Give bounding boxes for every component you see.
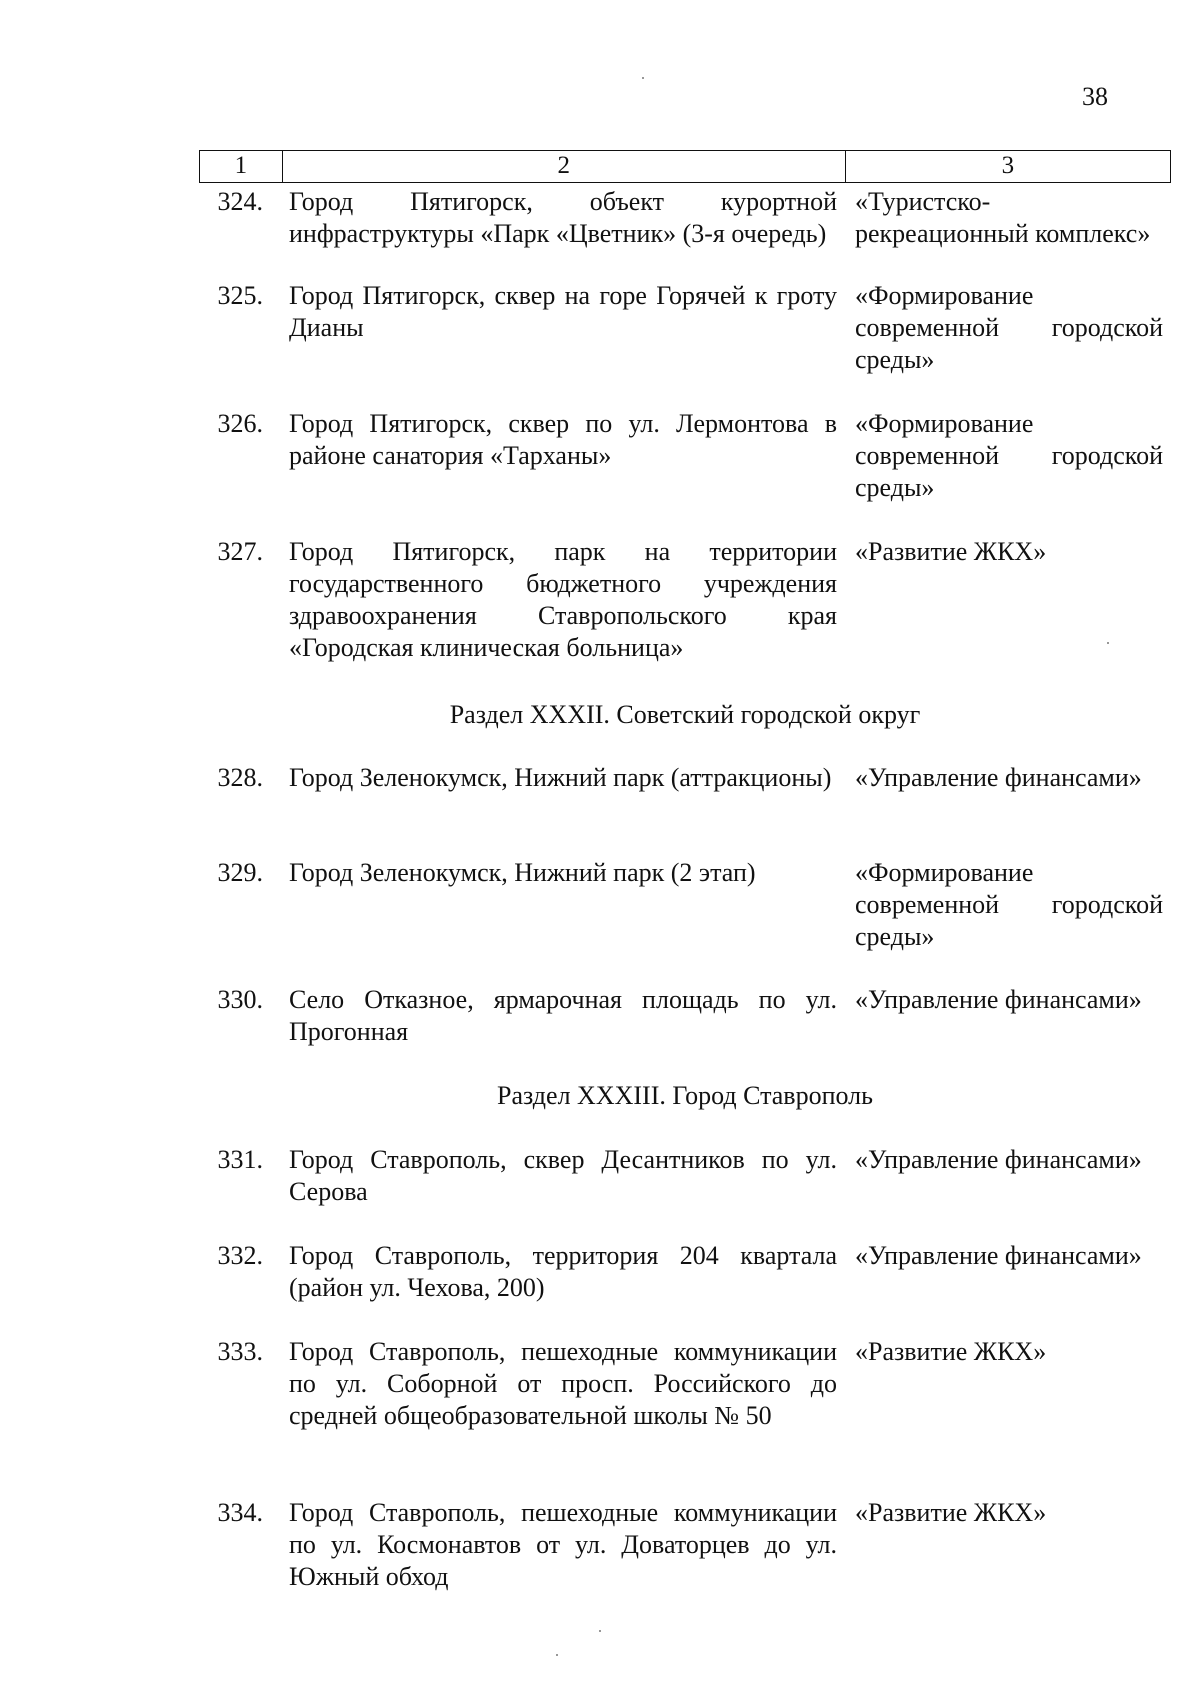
row-number: 333. — [217, 1337, 263, 1366]
program-name: «Управление финансами» — [855, 763, 1142, 792]
row-number: 328. — [217, 763, 263, 792]
scan-speck — [556, 1654, 558, 1656]
object-name: Город Пятигорск, парк на территории государственного бюджетного учреждения здравоохранения Ставропольского края «Городская клиническая больница» — [289, 537, 837, 662]
row-number: 325. — [217, 281, 263, 310]
row-number: 332. — [217, 1241, 263, 1270]
program-name: «Формирование современной городской среды» — [855, 858, 1163, 951]
row-number: 330. — [217, 985, 263, 1014]
program-name: «Формирование современной городской среды» — [855, 409, 1163, 502]
row-number: 326. — [217, 409, 263, 438]
object-name: Город Зеленокумск, Нижний парк (2 этап) — [289, 858, 756, 887]
object-name: Город Ставрополь, сквер Десантников по ул. Серова — [289, 1145, 837, 1206]
object-name: Город Ставрополь, пешеходные коммуникации по ул. Соборной от просп. Российского до средней общеобразовательной школы № 50 — [289, 1337, 837, 1430]
row-number: 327. — [217, 537, 263, 566]
object-name: Город Пятигорск, сквер по ул. Лермонтова в районе санатория «Тарханы» — [289, 409, 837, 470]
object-name: Город Пятигорск, сквер на горе Горячей к гроту Дианы — [289, 281, 837, 342]
program-name: «Управление финансами» — [855, 1145, 1142, 1174]
program-name: «Туристско-рекреационный комплекс» — [855, 187, 1151, 248]
row-number: 331. — [217, 1145, 263, 1174]
section-heading: Раздел XXXII. Советский городской округ — [449, 700, 921, 729]
program-name: «Развитие ЖКХ» — [855, 1337, 1047, 1366]
column-header-1: 1 — [234, 152, 248, 179]
object-name: Город Ставрополь, пешеходные коммуникации по ул. Космонавтов от ул. Доваторцев до ул. Южный обход — [289, 1498, 837, 1591]
program-name: «Управление финансами» — [855, 985, 1142, 1014]
scan-speck — [599, 1630, 601, 1632]
program-name: «Формирование современной городской среды» — [855, 281, 1163, 374]
program-name: «Развитие ЖКХ» — [855, 537, 1047, 566]
object-name: Село Отказное, ярмарочная площадь по ул. Прогонная — [289, 985, 837, 1046]
table-header — [199, 150, 1171, 183]
program-name: «Развитие ЖКХ» — [855, 1498, 1047, 1527]
row-number: 324. — [217, 187, 263, 216]
section-heading: Раздел XXXIII. Город Ставрополь — [497, 1081, 873, 1110]
scan-speck — [1107, 642, 1109, 644]
object-name: Город Пятигорск, объект курортной инфраструктуры «Парк «Цветник» (3-я очередь) — [289, 187, 837, 248]
page-number: 38 — [1082, 82, 1108, 111]
column-header-2: 2 — [282, 151, 845, 182]
column-header-3: 3 — [845, 151, 1170, 182]
object-name: Город Зеленокумск, Нижний парк (аттракционы) — [289, 763, 832, 792]
scan-speck — [642, 77, 644, 79]
object-name: Город Ставрополь, территория 204 квартала (район ул. Чехова, 200) — [289, 1241, 837, 1302]
row-number: 334. — [217, 1498, 263, 1527]
program-name: «Управление финансами» — [855, 1241, 1142, 1270]
row-number: 329. — [217, 858, 263, 887]
